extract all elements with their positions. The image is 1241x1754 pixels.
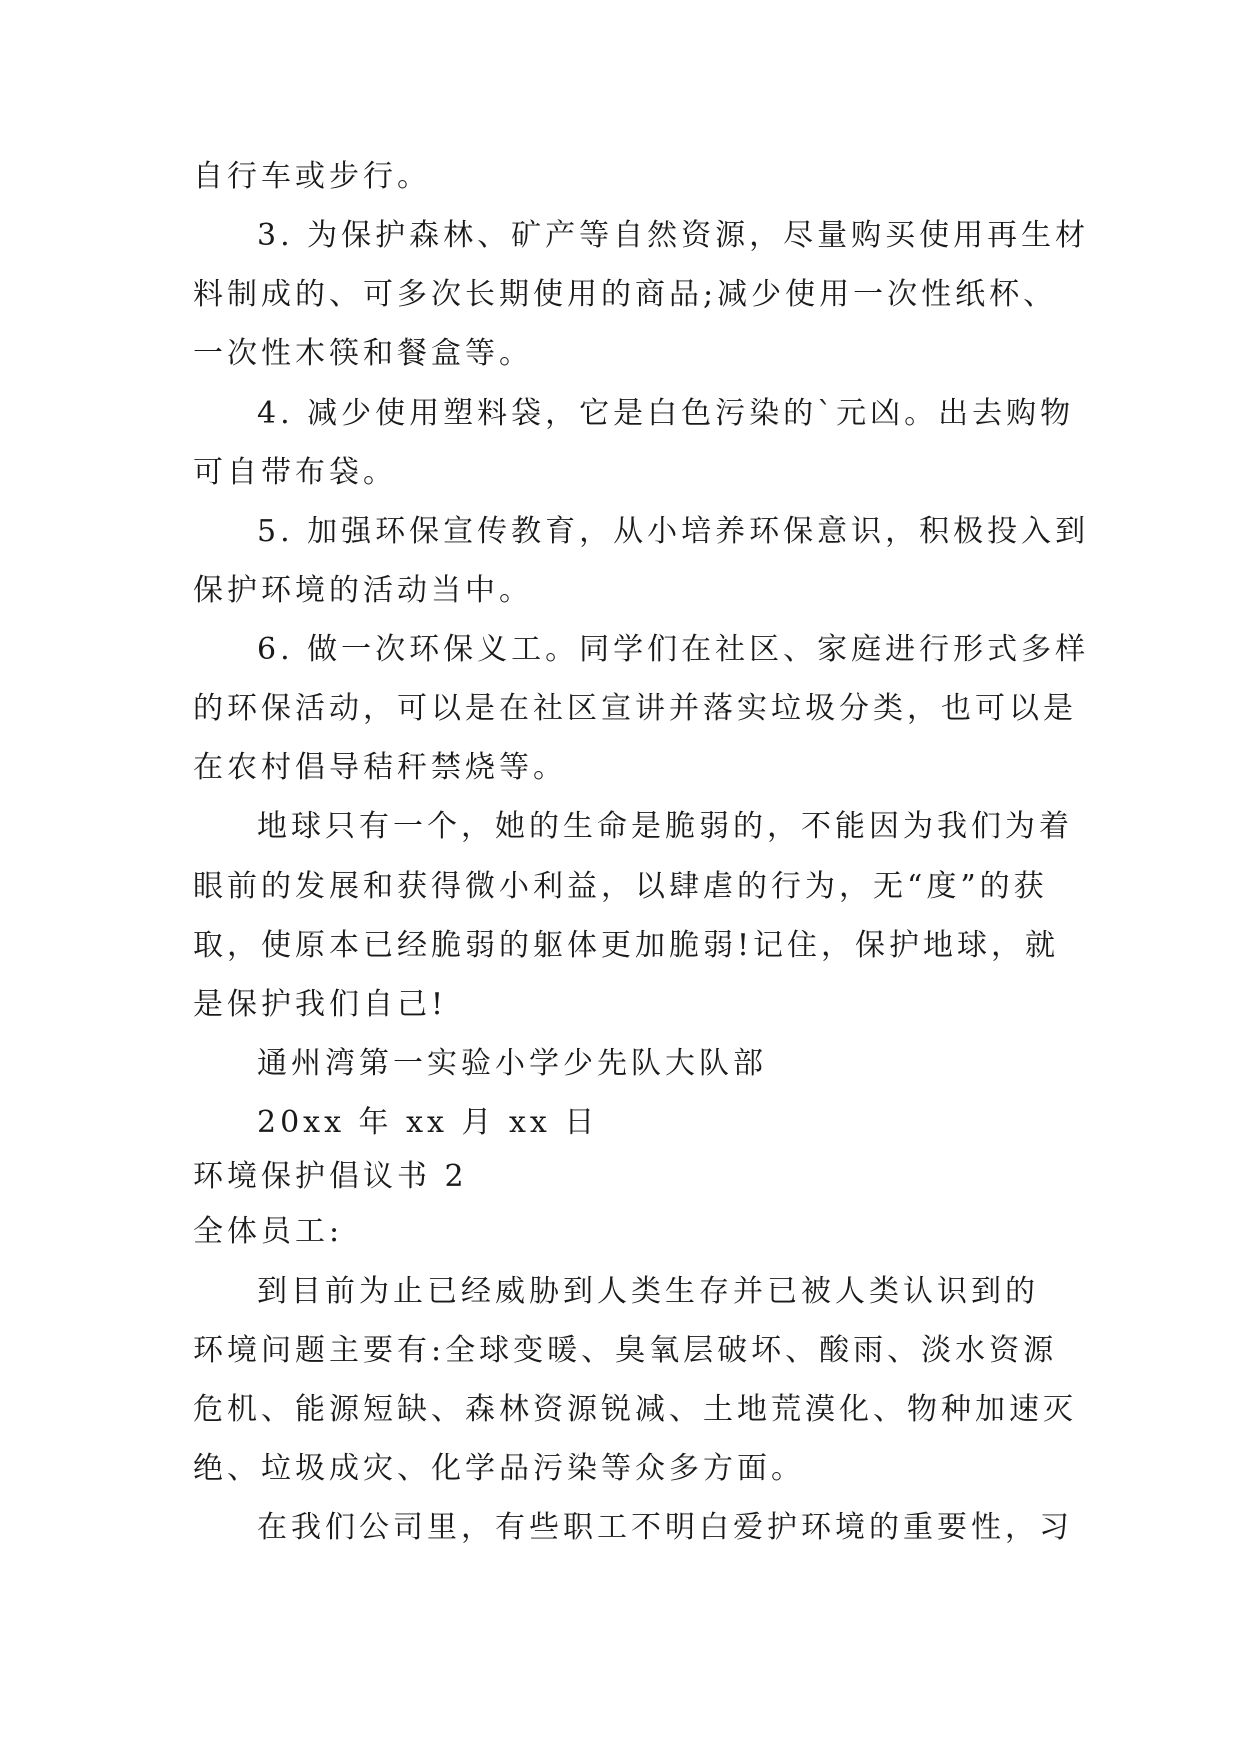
text-line: 在我们公司里，有些职工不明白爱护环境的重要性，习 [257, 1510, 1073, 1545]
signature-date: 20xx 年 xx 月 xx 日 [257, 1105, 599, 1140]
text-line: 4. 减少使用塑料袋，它是白色污染的`元凶。出去购物 [257, 396, 1075, 431]
text-line: 是保护我们自己! [193, 987, 448, 1022]
text-line: 一次性木筷和餐盒等。 [193, 336, 533, 371]
section-title: 环境保护倡议书 2 [193, 1159, 468, 1194]
text-line: 自行车或步行。 [193, 159, 431, 194]
text-line: 环境问题主要有:全球变暖、臭氧层破坏、酸雨、淡水资源 [193, 1333, 1058, 1368]
salutation: 全体员工: [193, 1214, 344, 1249]
text-line: 料制成的、可多次长期使用的商品;减少使用一次性纸杯、 [193, 277, 1058, 312]
text-line: 保护环境的活动当中。 [193, 573, 533, 608]
text-line: 可自带布袋。 [193, 455, 397, 490]
text-line: 3. 为保护森林、矿产等自然资源，尽量购买使用再生材 [257, 218, 1090, 253]
text-line: 5. 加强环保宣传教育，从小培养环保意识，积极投入到 [257, 514, 1090, 549]
text-line: 取，使原本已经脆弱的躯体更加脆弱!记住，保护地球，就 [193, 928, 1060, 963]
text-line: 的环保活动，可以是在社区宣讲并落实垃圾分类，也可以是 [193, 691, 1077, 726]
text-line: 地球只有一个，她的生命是脆弱的，不能因为我们为着 [257, 809, 1073, 844]
signature-org: 通州湾第一实验小学少先队大队部 [257, 1046, 767, 1081]
text-line: 到目前为止已经威胁到人类生存并已被人类认识到的 [257, 1274, 1039, 1309]
text-line: 绝、垃圾成灾、化学品污染等众多方面。 [193, 1451, 805, 1486]
text-line: 眼前的发展和获得微小利益，以肆虐的行为，无“度”的获 [193, 869, 1048, 904]
text-line: 在农村倡导秸秆禁烧等。 [193, 750, 567, 785]
text-line: 危机、能源短缺、森林资源锐减、土地荒漠化、物种加速灭 [193, 1392, 1077, 1427]
text-line: 6. 做一次环保义工。同学们在社区、家庭进行形式多样 [257, 632, 1090, 667]
